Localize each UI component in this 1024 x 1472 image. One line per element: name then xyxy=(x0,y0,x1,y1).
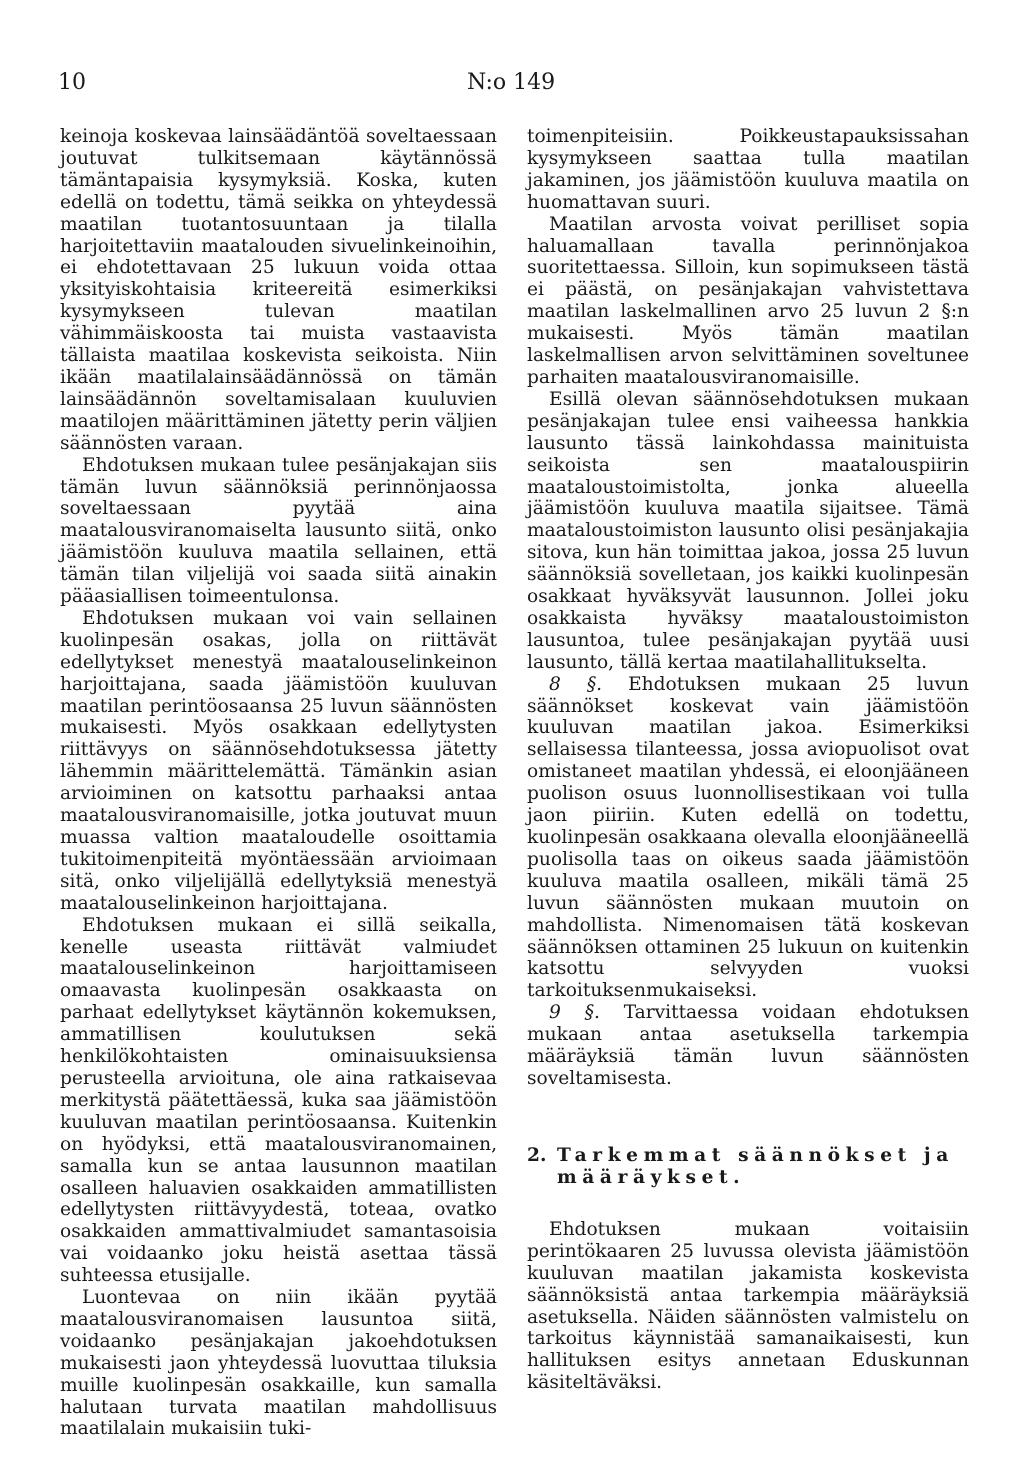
paragraph: Ehdotuksen mukaan voi vain sellainen kuolinpesän osakas, jolla on riittävät edellytykset menestyä maatalouselinkeinon harjoittajana, saada jäämistöön kuuluvan maatilan perintöosaansa 25 luvun säännösten mukaisesti. Myös osakkaan edellytysten riittävyys on säännösehdotuksessa jätetty lähemmin määrittelemättä. Tämänkin asian arvioiminen on katsottu parhaaksi antaa maatalousviranomaisille, jotka joutuvat muun muassa valtion maataloudelle osoittamia tukitoimenpiteitä myöntäessään arvioimaan sitä, onko viljelijällä edellytyksiä menestyä maatalouselinkeinon harjoittajana. xyxy=(60,607,497,914)
paragraph: keinoja koskevaa lainsäädäntöä soveltaessaan joutuvat tulkitsemaan käytännössä tämäntapaisia kysymyksiä. Koska, kuten edellä on todettu, tämä seikka on yhteydessä maatilan tuotantosuuntaan ja tilalla harjoitettaviin maatalouden sivuelinkeinoihin, ei ehdotettavaan 25 lukuun voida ottaa yksityiskohtaisia kriteereitä esimerkiksi kysymykseen tulevan maatilan vähimmäiskoosta tai muista vastaavista tällaista maatilaa koskevista seikoista. Niin ikään maatilalainsäädännössä on tämän lainsäädännön soveltamisalaan kuuluvien maatilojen määrittäminen jätetty perin väljien säännösten varaan. xyxy=(60,126,497,454)
paragraph xyxy=(527,1002,969,1090)
paragraph: Maatilan arvosta voivat perilliset sopia haluamallaan tavalla perinnönjakoa suoritettaessa. Silloin, kun sopimukseen tästä ei päästä, on pesänjakajan vahvistettava maatilan laskelmallinen arvo 25 luvun 2 §:n mukaisesti. Myös tämän maatilan laskelmallisen arvon selvittäminen soveltunee parhaiten maatalousviranomaisille. xyxy=(527,213,969,388)
section-title: Tarkemmat säännökset ja määräykset. xyxy=(557,1144,954,1188)
document-number: N:o 149 xyxy=(467,70,556,95)
page-number: 10 xyxy=(58,70,86,95)
paragraph-text: Ehdotuksen mukaan 25 luvun säännökset koskevat vain jäämistöön kuuluvan maatilan jakoa. Esimerkiksi sellaisessa tilanteessa, jossa aviopuolisot ovat omistaneet maatilan yhdessä, ei eloonjääneen puolison osuus luonnollisestikaan voi tulla jaon piiriin. Kuten edellä on todettu, kuolinpesän osakkaana olevalla eloonjääneellä puolisolla taas on oikeus saada jäämistöön kuuluva maatila osalleen, mikäli tämä 25 luvun säännösten mukaan muutoin on mahdollista. Nimenomaisen tätä koskevan säännöksen ottaminen 25 lukuun on kuitenkin katsottu selvyyden vuoksi tarkoituksenmukaiseksi. xyxy=(527,673,970,1002)
section-reference: 8 §. xyxy=(549,673,603,695)
right-column xyxy=(527,126,969,1394)
section-number: 2. xyxy=(527,1144,547,1166)
paragraph: Ehdotuksen mukaan tulee pesänjakajan siis tämän luvun säännöksiä perinnönjaossa soveltaessaan pyytää aina maatalousviranomaiselta lausunto siitä, onko jäämistöön kuuluva maatila sellainen, että tämän tilan viljelijä voi saada siitä ainakin pääasiallisen toimeentulonsa. xyxy=(60,454,497,608)
paragraph: Ehdotuksen mukaan voitaisiin perintökaaren 25 luvussa olevista jäämistöön kuuluvan maatilan jakamista koskevista säännöksistä antaa tarkempia määräyksiä asetuksella. Näiden säännösten valmistelu on tarkoitus käynnistää samanaikaisesti, kun hallituksen esitys annetaan Eduskunnan käsiteltäväksi. xyxy=(527,1218,969,1394)
paragraph-text: Tarvittaessa voidaan ehdotuksen mukaan antaa asetuksella tarkempia määräyksiä tämän luvun säännösten soveltamisesta. xyxy=(527,1002,969,1089)
paragraph: Ehdotuksen mukaan ei sillä seikalla, kenelle useasta riittävät valmiudet maatalouselinkeinon harjoittamiseen omaavasta kuolinpesän osakkaasta on parhaat edellytykset käytännön kokemuksen, ammatillisen koulutuksen sekä henkilökohtaisten ominaisuuksiensa perusteella arvioituna, ole aina ratkaisevaa merkitystä päätettäessä, kuka saa jäämistöön kuuluvan maatilan perintöosaansa. Kuitenkin on hyödyksi, että maatalousviranomainen, samalla kun se antaa lausunnon maatilan osalleen haluavien osakkaiden ammatillisten edellytysten riittävyydestä, toteaa, ovatko osakkaiden ammattivalmiudet samantasoisia vai voidaanko joku heistä asettaa tässä suhteessa etusijalle. xyxy=(60,914,497,1287)
paragraph: Luontevaa on niin ikään pyytää maatalousviranomaisen lausuntoa siitä, voidaanko pesänjakajan jakoehdotuksen mukaisesti jaon yhteydessä luovuttaa tiluksia muille kuolinpesän osakkaille, kun samalla halutaan turvata maatilan mahdollisuus maatilalain mukaisiin tuki- xyxy=(60,1287,497,1440)
section-heading xyxy=(527,1145,969,1189)
left-column xyxy=(60,126,497,1440)
section-reference: 9 §. xyxy=(549,1002,600,1024)
paragraph: Esillä olevan säännösehdotuksen mukaan pesänjakajan tulee ensi vaiheessa hankkia lausunto tässä lainkohdassa mainituista seikoista sen maatalouspiirin maataloustoimistolta, jonka alueella jäämistöön kuuluva maatila sijaitsee. Tämä maataloustoimiston lausunto olisi pesänjakajia sitova, kun hän toimittaa jakoa, jossa 25 luvun säännöksiä sovelletaan, jos kaikki kuolinpesän osakkaat hyväksyvät lausunnon. Jollei joku osakkaista hyväksy maataloustoimiston lausuntoa, tulee pesänjakajan pyytää uusi lausunto, tällä kertaa maatilahallitukselta. xyxy=(527,388,969,673)
paragraph: toimenpiteisiin. Poikkeustapauksissahan kysymykseen saattaa tulla maatilan jakaminen, jos jäämistöön kuuluva maatila on huomattavan suuri. xyxy=(527,126,969,213)
paragraph xyxy=(527,674,969,1003)
